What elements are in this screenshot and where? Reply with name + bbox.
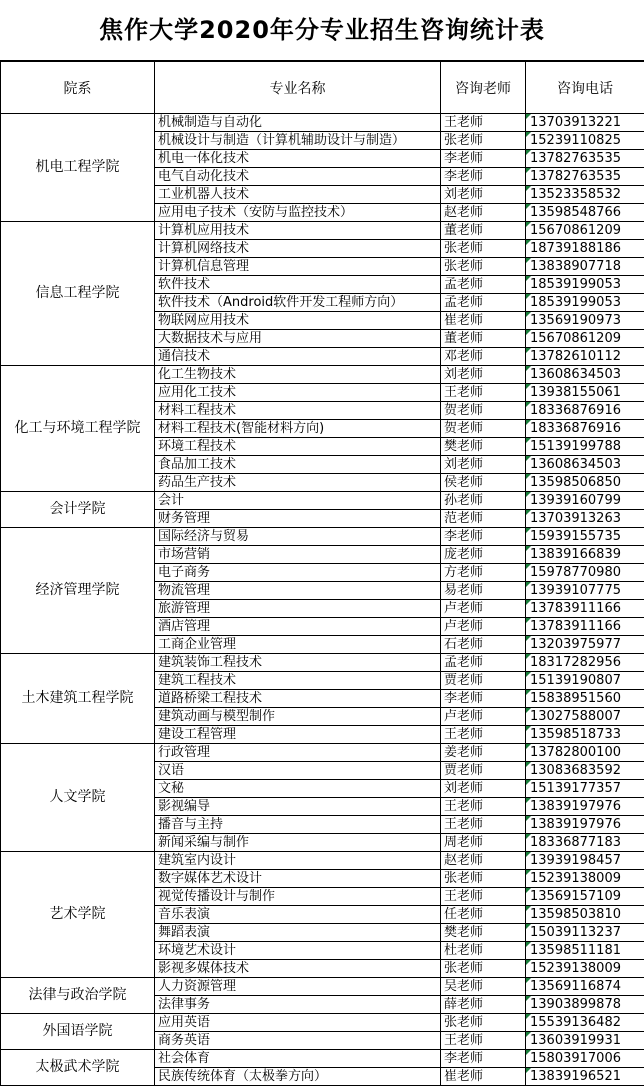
- teacher-cell[interactable]: 范老师: [441, 510, 526, 528]
- teacher-cell[interactable]: 张老师: [441, 1014, 526, 1032]
- major-cell[interactable]: 建筑室内设计: [155, 852, 441, 870]
- teacher-cell[interactable]: 孟老师: [441, 654, 526, 672]
- phone-cell[interactable]: 18317282956: [526, 654, 644, 672]
- college-cell[interactable]: 外国语学院: [1, 1014, 155, 1050]
- table-row: [1, 528, 644, 546]
- phone-cell[interactable]: 13523358532: [526, 186, 644, 204]
- major-cell[interactable]: 文秘: [155, 780, 441, 798]
- teacher-cell[interactable]: 任老师: [441, 906, 526, 924]
- phone-cell[interactable]: 15539136482: [526, 1014, 644, 1032]
- teacher-cell[interactable]: 周老师: [441, 834, 526, 852]
- teacher-cell[interactable]: 王老师: [441, 888, 526, 906]
- phone-cell[interactable]: 13598503810: [526, 906, 644, 924]
- phone-cell[interactable]: 15939155735: [526, 528, 644, 546]
- major-cell[interactable]: 道路桥梁工程技术: [155, 690, 441, 708]
- teacher-cell[interactable]: 李老师: [441, 690, 526, 708]
- major-cell[interactable]: 建设工程管理: [155, 726, 441, 744]
- teacher-cell[interactable]: 贺老师: [441, 420, 526, 438]
- phone-cell[interactable]: 13939160799: [526, 492, 644, 510]
- teacher-cell[interactable]: 侯老师: [441, 474, 526, 492]
- phone-cell[interactable]: 13598548766: [526, 204, 644, 222]
- phone-cell[interactable]: 13603919931: [526, 1032, 644, 1050]
- phone-cell[interactable]: 18739188186: [526, 240, 644, 258]
- teacher-cell[interactable]: 薛老师: [441, 996, 526, 1014]
- major-cell[interactable]: 民族传统体育（太极拳方向）: [155, 1068, 441, 1086]
- phone-cell[interactable]: 13598506850: [526, 474, 644, 492]
- major-cell[interactable]: 行政管理: [155, 744, 441, 762]
- table-row: [1, 978, 644, 996]
- table-row: [1, 744, 644, 762]
- teacher-cell[interactable]: 王老师: [441, 726, 526, 744]
- phone-cell[interactable]: 13839197976: [526, 816, 644, 834]
- major-cell[interactable]: 新闻采编与制作: [155, 834, 441, 852]
- teacher-cell[interactable]: 李老师: [441, 168, 526, 186]
- major-cell[interactable]: 音乐表演: [155, 906, 441, 924]
- teacher-cell[interactable]: 邓老师: [441, 348, 526, 366]
- table-row: [1, 852, 644, 870]
- major-cell[interactable]: 市场营销: [155, 546, 441, 564]
- teacher-cell[interactable]: 王老师: [441, 384, 526, 402]
- major-cell[interactable]: 材料工程技术(智能材料方向): [155, 420, 441, 438]
- major-cell[interactable]: 舞蹈表演: [155, 924, 441, 942]
- phone-cell[interactable]: 18539199053: [526, 294, 644, 312]
- teacher-cell[interactable]: 刘老师: [441, 456, 526, 474]
- major-cell[interactable]: 汉语: [155, 762, 441, 780]
- phone-cell[interactable]: 13569190973: [526, 312, 644, 330]
- college-cell[interactable]: 经济管理学院: [1, 528, 155, 654]
- phone-cell[interactable]: 13839196521: [526, 1068, 644, 1086]
- phone-cell[interactable]: 15039113237: [526, 924, 644, 942]
- major-cell[interactable]: 酒店管理: [155, 618, 441, 636]
- major-cell[interactable]: 影视多媒体技术: [155, 960, 441, 978]
- college-cell[interactable]: 信息工程学院: [1, 222, 155, 366]
- major-cell[interactable]: 材料工程技术: [155, 402, 441, 420]
- teacher-cell[interactable]: 董老师: [441, 330, 526, 348]
- major-cell[interactable]: 机械制造与自动化: [155, 114, 441, 132]
- phone-cell[interactable]: 13939198457: [526, 852, 644, 870]
- major-cell[interactable]: 化工生物技术: [155, 366, 441, 384]
- table-row: [1, 1014, 644, 1032]
- teacher-cell[interactable]: 李老师: [441, 1050, 526, 1068]
- teacher-cell[interactable]: 李老师: [441, 150, 526, 168]
- major-cell[interactable]: 工商企业管理: [155, 636, 441, 654]
- page-title: 焦作大学2020年分专业招生咨询统计表: [0, 0, 644, 61]
- college-cell[interactable]: 太极武术学院: [1, 1050, 155, 1086]
- teacher-cell[interactable]: 刘老师: [441, 186, 526, 204]
- table-row: [1, 492, 644, 510]
- teacher-cell[interactable]: 张老师: [441, 870, 526, 888]
- major-cell[interactable]: 物联网应用技术: [155, 312, 441, 330]
- major-cell[interactable]: 物流管理: [155, 582, 441, 600]
- teacher-cell[interactable]: 刘老师: [441, 780, 526, 798]
- teacher-cell[interactable]: 张老师: [441, 132, 526, 150]
- teacher-cell[interactable]: 樊老师: [441, 438, 526, 456]
- college-cell[interactable]: 机电工程学院: [1, 114, 155, 222]
- major-cell[interactable]: 建筑工程技术: [155, 672, 441, 690]
- teacher-cell[interactable]: 张老师: [441, 258, 526, 276]
- major-cell[interactable]: 软件技术: [155, 276, 441, 294]
- major-cell[interactable]: 大数据技术与应用: [155, 330, 441, 348]
- table-row: [1, 222, 644, 240]
- phone-cell[interactable]: 13839166839: [526, 546, 644, 564]
- teacher-cell[interactable]: 孟老师: [441, 294, 526, 312]
- major-cell[interactable]: 食品加工技术: [155, 456, 441, 474]
- phone-cell[interactable]: 18336877183: [526, 834, 644, 852]
- phone-cell[interactable]: 18336876916: [526, 402, 644, 420]
- major-cell[interactable]: 通信技术: [155, 348, 441, 366]
- major-cell[interactable]: 影视编导: [155, 798, 441, 816]
- phone-cell[interactable]: 13027588007: [526, 708, 644, 726]
- major-cell[interactable]: 建筑装饰工程技术: [155, 654, 441, 672]
- phone-cell[interactable]: 13938155061: [526, 384, 644, 402]
- college-cell[interactable]: 艺术学院: [1, 852, 155, 978]
- teacher-cell[interactable]: 王老师: [441, 798, 526, 816]
- major-cell[interactable]: 商务英语: [155, 1032, 441, 1050]
- phone-cell[interactable]: 15239110825: [526, 132, 644, 150]
- teacher-cell[interactable]: 姜老师: [441, 744, 526, 762]
- teacher-cell[interactable]: 易老师: [441, 582, 526, 600]
- teacher-cell[interactable]: 卢老师: [441, 600, 526, 618]
- teacher-cell[interactable]: 王老师: [441, 816, 526, 834]
- phone-cell[interactable]: 13783911166: [526, 618, 644, 636]
- college-cell[interactable]: 土木建筑工程学院: [1, 654, 155, 744]
- major-cell[interactable]: 环境工程技术: [155, 438, 441, 456]
- teacher-cell[interactable]: 赵老师: [441, 852, 526, 870]
- consultation-table: [0, 61, 644, 1086]
- table-body: [1, 114, 644, 1086]
- table-row: [1, 366, 644, 384]
- phone-cell[interactable]: 13838907718: [526, 258, 644, 276]
- phone-cell[interactable]: 13598518733: [526, 726, 644, 744]
- major-cell[interactable]: 电气自动化技术: [155, 168, 441, 186]
- phone-cell[interactable]: 15139177357: [526, 780, 644, 798]
- teacher-cell[interactable]: 石老师: [441, 636, 526, 654]
- major-cell[interactable]: 电子商务: [155, 564, 441, 582]
- teacher-cell[interactable]: 孙老师: [441, 492, 526, 510]
- teacher-cell[interactable]: 卢老师: [441, 708, 526, 726]
- phone-cell[interactable]: 15670861209: [526, 222, 644, 240]
- teacher-cell[interactable]: 崔老师: [441, 1068, 526, 1086]
- phone-cell[interactable]: 15670861209: [526, 330, 644, 348]
- major-cell[interactable]: 建筑动画与模型制作: [155, 708, 441, 726]
- teacher-cell[interactable]: 方老师: [441, 564, 526, 582]
- phone-cell[interactable]: 15803917006: [526, 1050, 644, 1068]
- major-cell[interactable]: 软件技术（Android软件开发工程师方向）: [155, 294, 441, 312]
- phone-cell[interactable]: 13569116874: [526, 978, 644, 996]
- teacher-cell[interactable]: 王老师: [441, 114, 526, 132]
- phone-cell[interactable]: 13782763535: [526, 168, 644, 186]
- major-cell[interactable]: 应用电子技术（安防与监控技术）: [155, 204, 441, 222]
- major-cell[interactable]: 药品生产技术: [155, 474, 441, 492]
- major-cell[interactable]: 国际经济与贸易: [155, 528, 441, 546]
- major-cell[interactable]: 视觉传播设计与制作: [155, 888, 441, 906]
- phone-cell[interactable]: 13608634503: [526, 456, 644, 474]
- major-cell[interactable]: 工业机器人技术: [155, 186, 441, 204]
- table-row: [1, 654, 644, 672]
- phone-cell[interactable]: 13703913263: [526, 510, 644, 528]
- phone-cell[interactable]: 13782763535: [526, 150, 644, 168]
- major-cell[interactable]: 应用化工技术: [155, 384, 441, 402]
- phone-cell[interactable]: 13903899878: [526, 996, 644, 1014]
- teacher-cell[interactable]: 张老师: [441, 960, 526, 978]
- teacher-cell[interactable]: 樊老师: [441, 924, 526, 942]
- major-cell[interactable]: 法律事务: [155, 996, 441, 1014]
- major-cell[interactable]: 播音与主持: [155, 816, 441, 834]
- phone-cell[interactable]: 13839197976: [526, 798, 644, 816]
- phone-cell[interactable]: 13083683592: [526, 762, 644, 780]
- major-cell[interactable]: 应用英语: [155, 1014, 441, 1032]
- teacher-cell[interactable]: 贺老师: [441, 402, 526, 420]
- teacher-cell[interactable]: 吴老师: [441, 978, 526, 996]
- teacher-cell[interactable]: 卢老师: [441, 618, 526, 636]
- teacher-cell[interactable]: 杜老师: [441, 942, 526, 960]
- teacher-cell[interactable]: 贾老师: [441, 672, 526, 690]
- phone-cell[interactable]: 13703913221: [526, 114, 644, 132]
- major-cell[interactable]: 环境艺术设计: [155, 942, 441, 960]
- major-cell[interactable]: 数字媒体艺术设计: [155, 870, 441, 888]
- teacher-cell[interactable]: 贾老师: [441, 762, 526, 780]
- table-row: [1, 1050, 644, 1068]
- phone-cell[interactable]: 13782800100: [526, 744, 644, 762]
- major-cell[interactable]: 计算机网络技术: [155, 240, 441, 258]
- header-teacher[interactable]: 咨询老师: [441, 62, 526, 114]
- major-cell[interactable]: 旅游管理: [155, 600, 441, 618]
- teacher-cell[interactable]: 李老师: [441, 528, 526, 546]
- phone-cell[interactable]: 13203975977: [526, 636, 644, 654]
- major-cell[interactable]: 机电一体化技术: [155, 150, 441, 168]
- table-row: [1, 114, 644, 132]
- phone-cell[interactable]: 13598511181: [526, 942, 644, 960]
- teacher-cell[interactable]: 张老师: [441, 240, 526, 258]
- major-cell[interactable]: 计算机应用技术: [155, 222, 441, 240]
- phone-cell[interactable]: 15139190807: [526, 672, 644, 690]
- teacher-cell[interactable]: 赵老师: [441, 204, 526, 222]
- header-college[interactable]: 院系: [1, 62, 155, 114]
- major-cell[interactable]: 机械设计与制造（计算机辅助设计与制造）: [155, 132, 441, 150]
- college-cell[interactable]: 法律与政治学院: [1, 978, 155, 1014]
- phone-cell[interactable]: 13783911166: [526, 600, 644, 618]
- phone-cell[interactable]: 13782610112: [526, 348, 644, 366]
- teacher-cell[interactable]: 董老师: [441, 222, 526, 240]
- phone-cell[interactable]: 13569157109: [526, 888, 644, 906]
- major-cell[interactable]: 社会体育: [155, 1050, 441, 1068]
- major-cell[interactable]: 会计: [155, 492, 441, 510]
- college-cell[interactable]: 会计学院: [1, 492, 155, 528]
- phone-cell[interactable]: 15838951560: [526, 690, 644, 708]
- teacher-cell[interactable]: 庞老师: [441, 546, 526, 564]
- major-cell[interactable]: 计算机信息管理: [155, 258, 441, 276]
- phone-cell[interactable]: 15978770980: [526, 564, 644, 582]
- phone-cell[interactable]: 13608634503: [526, 366, 644, 384]
- teacher-cell[interactable]: 刘老师: [441, 366, 526, 384]
- teacher-cell[interactable]: 崔老师: [441, 312, 526, 330]
- header-phone[interactable]: 咨询电话: [526, 62, 644, 114]
- phone-cell[interactable]: 15239138009: [526, 960, 644, 978]
- major-cell[interactable]: 人力资源管理: [155, 978, 441, 996]
- teacher-cell[interactable]: 孟老师: [441, 276, 526, 294]
- major-cell[interactable]: 财务管理: [155, 510, 441, 528]
- phone-cell[interactable]: 18539199053: [526, 276, 644, 294]
- college-cell[interactable]: 化工与环境工程学院: [1, 366, 155, 492]
- phone-cell[interactable]: 15239138009: [526, 870, 644, 888]
- phone-cell[interactable]: 18336876916: [526, 420, 644, 438]
- phone-cell[interactable]: 13939107775: [526, 582, 644, 600]
- phone-cell[interactable]: 15139199788: [526, 438, 644, 456]
- college-cell[interactable]: 人文学院: [1, 744, 155, 852]
- header-row: [1, 62, 644, 114]
- teacher-cell[interactable]: 王老师: [441, 1032, 526, 1050]
- header-major[interactable]: 专业名称: [155, 62, 441, 114]
